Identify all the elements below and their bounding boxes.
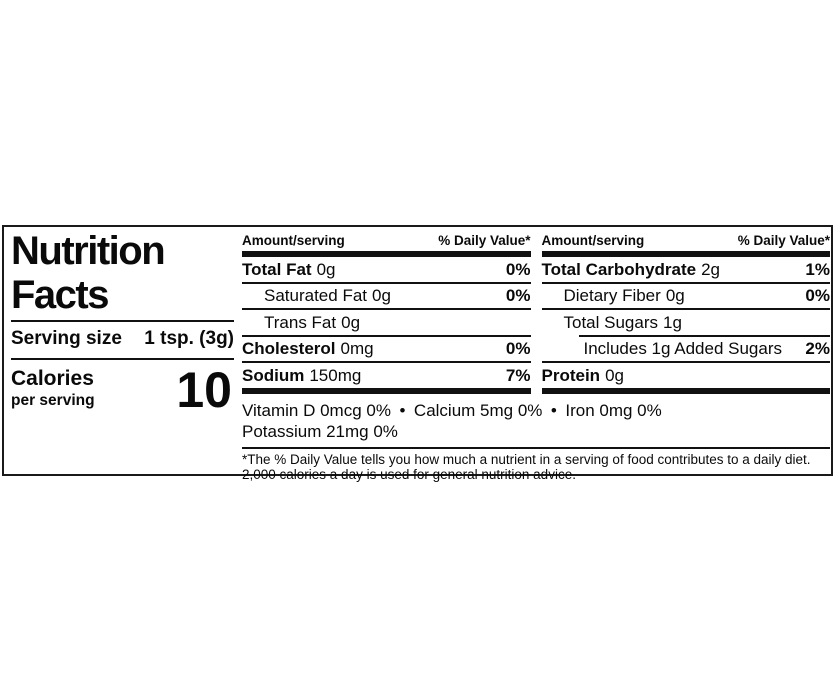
serving-size-label: Serving size: [11, 328, 122, 349]
micronutrients: [242, 400, 830, 442]
calories-value: 10: [176, 362, 232, 418]
nutrition-facts-label: [2, 225, 833, 482]
amount-serving-header: Amount/serving: [541, 233, 645, 248]
micronutrients-line2: Potassium 21mg 0%: [242, 421, 398, 441]
divider: [11, 358, 234, 360]
serving-size-value: 1 tsp. (3g): [144, 328, 234, 349]
footnote-divider: [242, 447, 830, 449]
micronutrients-line1: Vitamin D 0mcg 0% • Calcium 5mg 0% • Iron 0mg 0%: [242, 400, 662, 420]
row-total-sugars: Total Sugars 1g: [563, 312, 682, 332]
left-panel: [4, 227, 236, 474]
calories-label: Calories: [11, 367, 94, 390]
row-total-fat: Total Fat 0g 0%: [242, 257, 531, 284]
label-title-line2: Facts: [11, 273, 108, 317]
calories-sublabel: per serving: [11, 392, 95, 409]
daily-value-footnote: *The % Daily Value tells you how much a nutrient in a serving of food contributes to a daily diet. 2,000 calories a day is used for general nutrition advice.: [242, 451, 811, 482]
calories-labels: [11, 367, 95, 410]
row-cholesterol: Cholesterol 0mg 0%: [242, 337, 531, 364]
row-added-sugars: Includes 1g Added Sugars 2%: [542, 337, 831, 364]
nutrient-column-2: [542, 233, 831, 394]
amount-serving-header: Amount/serving: [242, 233, 345, 248]
nutrient-columns: [242, 233, 830, 394]
label-title-line1: Nutrition: [11, 229, 165, 273]
calories-row: [11, 362, 234, 418]
row-protein: Protein 0g: [542, 363, 831, 394]
column-header: [542, 233, 831, 257]
row-saturated-fat: Saturated Fat 0g 0%: [242, 284, 531, 311]
daily-value-header: % Daily Value*: [737, 233, 830, 248]
row-trans-fat: Trans Fat 0g: [242, 310, 531, 337]
nutrient-column-1: [242, 233, 531, 394]
row-total-carbohydrate: Total Carbohydrate 2g 1%: [542, 257, 831, 284]
nutrient-area: [236, 227, 831, 482]
column-header: [242, 233, 531, 257]
row-sodium: Sodium 150mg 7%: [242, 363, 531, 394]
serving-size-row: [11, 322, 234, 355]
daily-value-header: % Daily Value*: [438, 233, 531, 248]
label-title: [11, 229, 234, 317]
row-dietary-fiber: Dietary Fiber 0g 0%: [542, 284, 831, 311]
